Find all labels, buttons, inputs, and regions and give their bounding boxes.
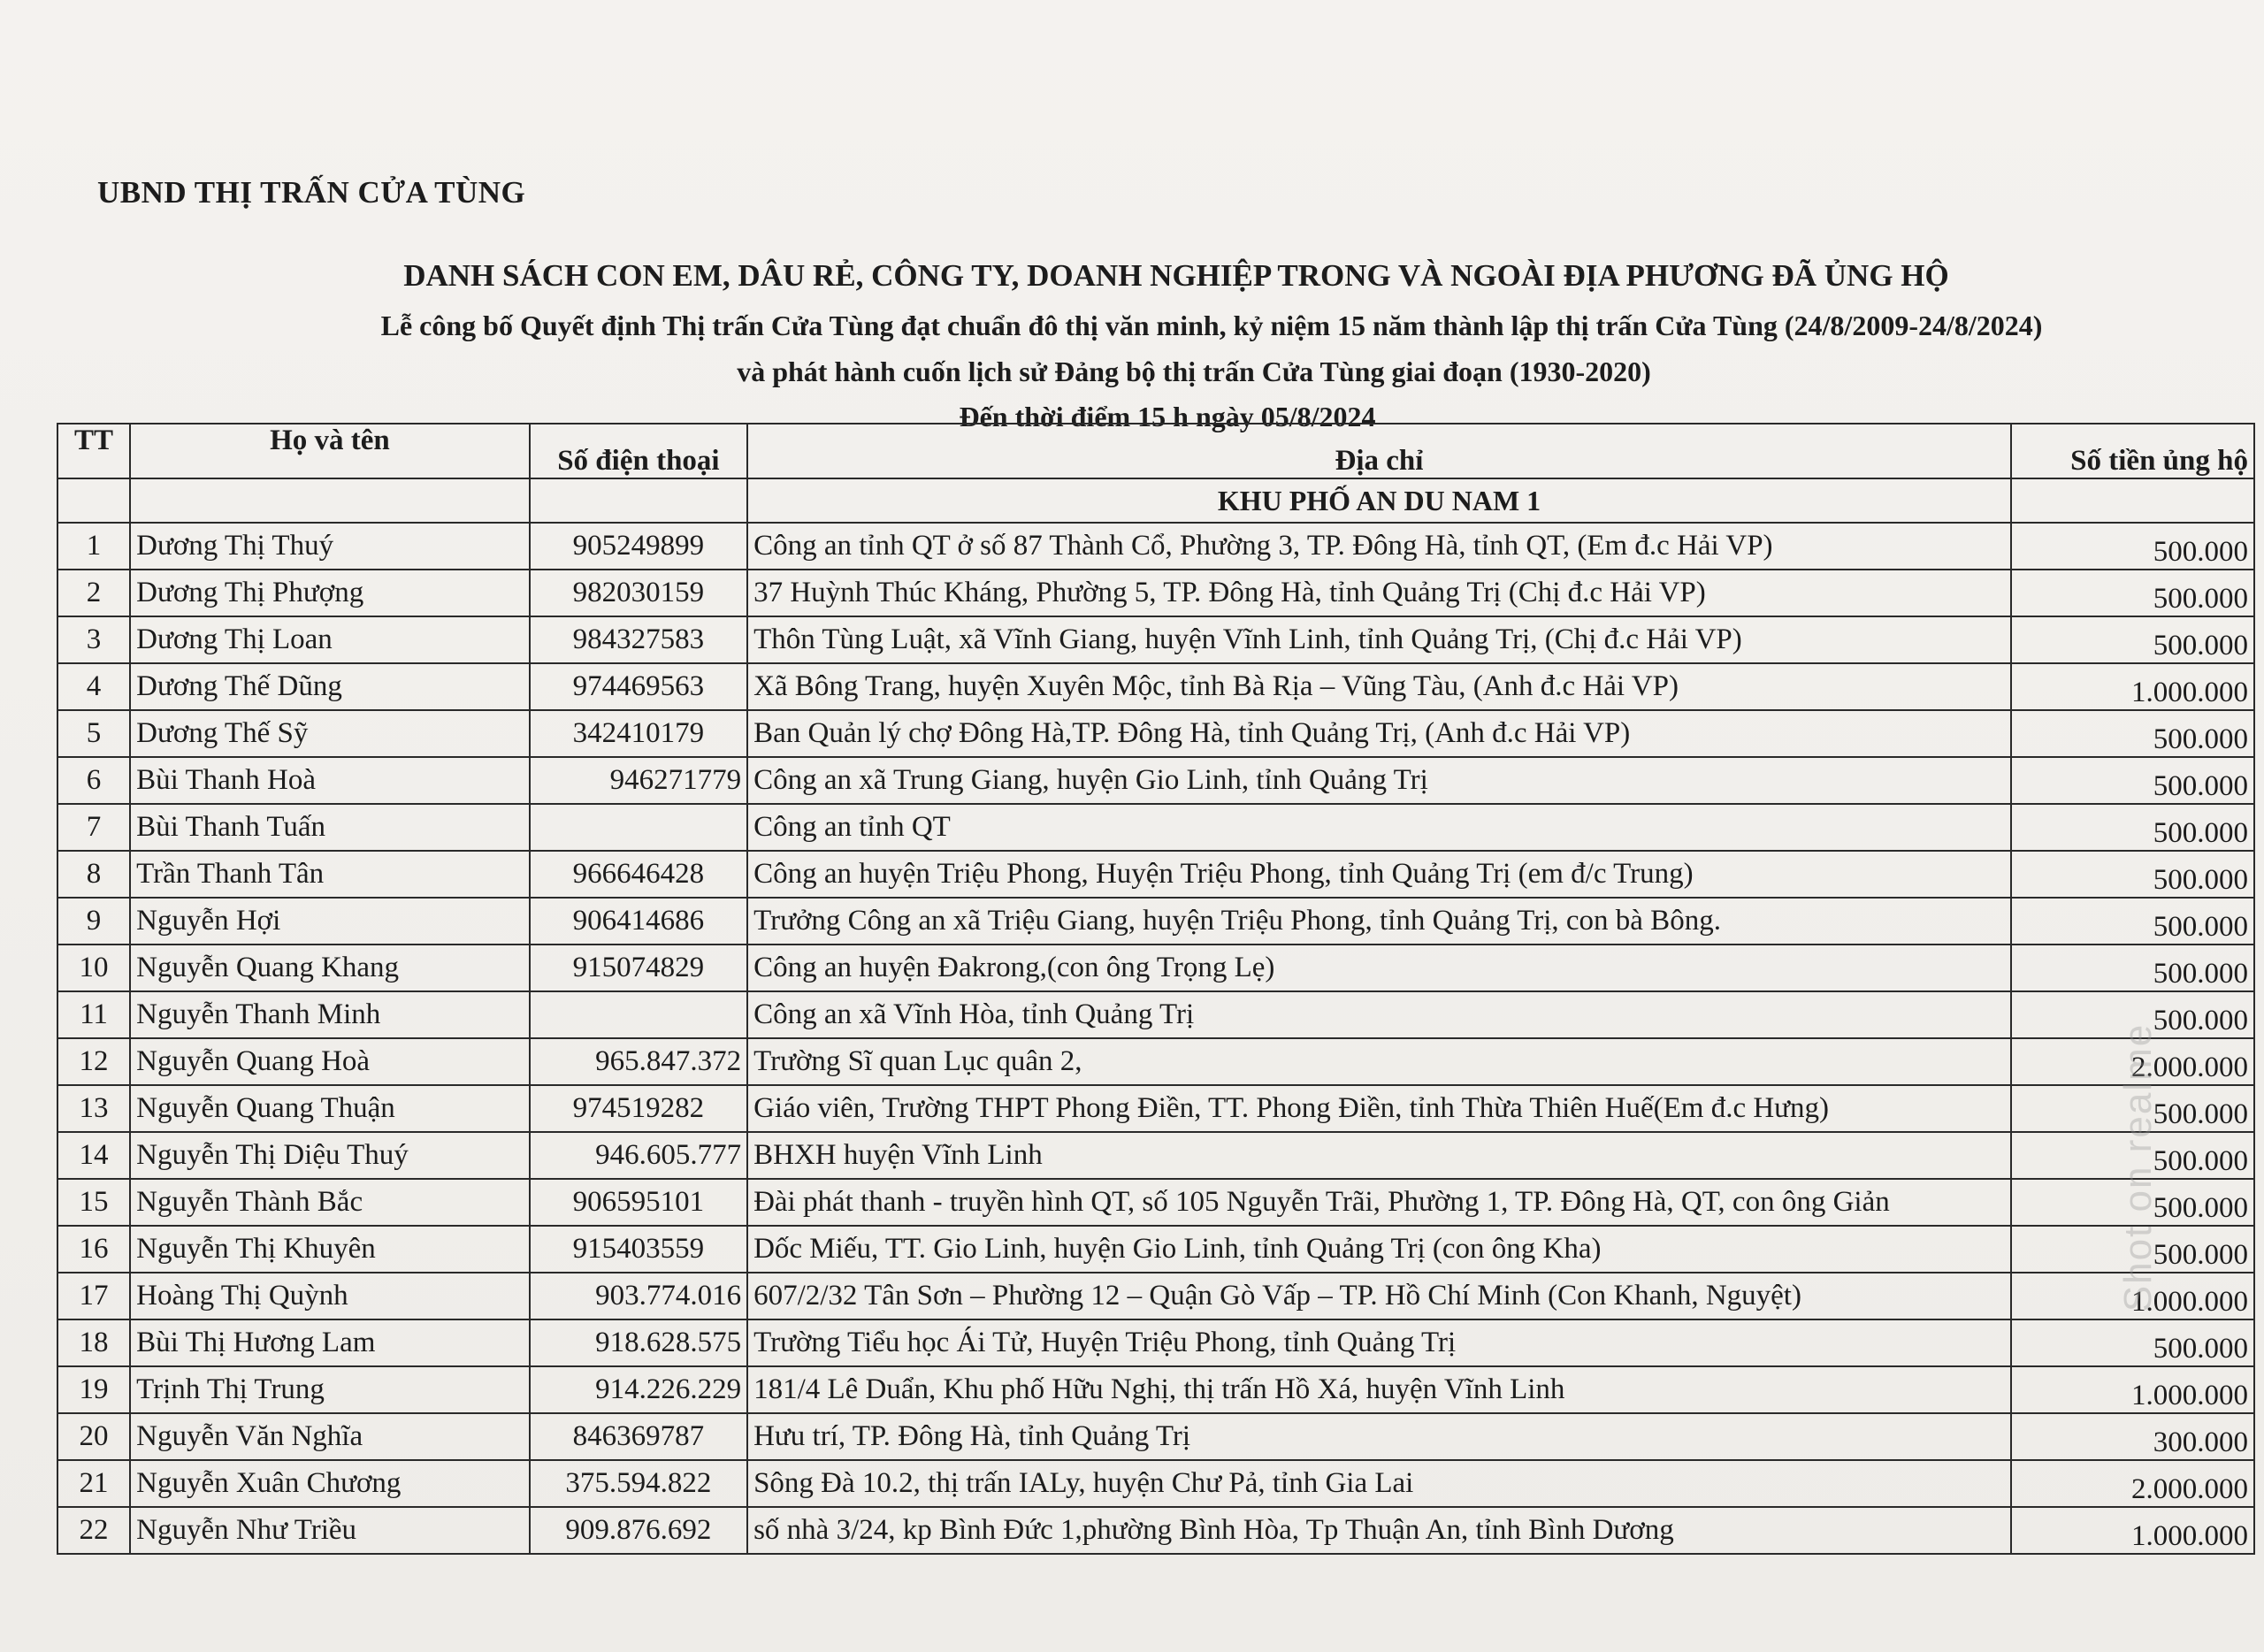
row-tt: 1	[57, 523, 130, 570]
row-tt: 21	[57, 1460, 130, 1507]
document-subtitle-1: Lễ công bố Quyết định Thị trấn Cửa Tùng đạt chuẩn đô thị văn minh, kỷ niệm 15 năm thành lập thị trấn Cửa Tùng (24/8/2009-24/8/2024)	[380, 310, 2043, 341]
row-phone: 846369787	[530, 1413, 747, 1460]
row-name: Dương Thế Dũng	[130, 663, 530, 710]
row-amount: 500.000	[2011, 570, 2254, 616]
row-tt: 20	[57, 1413, 130, 1460]
row-phone: 984327583	[530, 616, 747, 663]
row-address: số nhà 3/24, kp Bình Đức 1,phường Bình Hòa, Tp Thuận An, tỉnh Bình Dương	[747, 1507, 2011, 1554]
row-name: Dương Thị Thuý	[130, 523, 530, 570]
row-amount: 500.000	[2011, 1132, 2254, 1179]
row-tt: 15	[57, 1179, 130, 1226]
row-name: Nguyễn Văn Nghĩa	[130, 1413, 530, 1460]
watermark-text: Shot on realme	[2116, 1022, 2160, 1312]
row-amount: 500.000	[2011, 757, 2254, 804]
row-name: Bùi Thanh Hoà	[130, 757, 530, 804]
row-name: Nguyễn Như Triều	[130, 1507, 530, 1554]
row-tt: 22	[57, 1507, 130, 1554]
row-name: Hoàng Thị Quỳnh	[130, 1273, 530, 1319]
row-tt: 5	[57, 710, 130, 757]
row-address: Hưu trí, TP. Đông Hà, tỉnh Quảng Trị	[747, 1413, 2011, 1460]
row-tt: 6	[57, 757, 130, 804]
row-tt: 7	[57, 804, 130, 851]
row-phone: 905249899	[530, 523, 747, 570]
row-name: Dương Thị Loan	[130, 616, 530, 663]
row-amount: 2.000.000	[2011, 1460, 2254, 1507]
row-tt: 13	[57, 1085, 130, 1132]
row-tt: 18	[57, 1319, 130, 1366]
row-name: Dương Thị Phượng	[130, 570, 530, 616]
row-phone: 965.847.372	[530, 1038, 747, 1085]
row-amount: 500.000	[2011, 710, 2254, 757]
row-phone: 342410179	[530, 710, 747, 757]
table-row	[57, 945, 2254, 991]
table-row	[57, 570, 2254, 616]
row-tt: 11	[57, 991, 130, 1038]
row-address: Trưởng Công an xã Triệu Giang, huyện Triệu Phong, tỉnh Quảng Trị, con bà Bông.	[747, 898, 2011, 945]
section-row	[57, 478, 2254, 523]
document-subtitle-2: và phát hành cuốn lịch sử Đảng bộ thị trấn Cửa Tùng giai đoạn (1930-2020)	[737, 356, 1651, 387]
document-title: DANH SÁCH CON EM, DÂU RẺ, CÔNG TY, DOANH NGHIỆP TRONG VÀ NGOÀI ĐỊA PHƯƠNG ĐÃ ỦNG HỘ	[403, 258, 1949, 293]
row-name: Bùi Thanh Tuấn	[130, 804, 530, 851]
row-address: Công an xã Vĩnh Hòa, tỉnh Quảng Trị	[747, 991, 2011, 1038]
table-row	[57, 1366, 2254, 1413]
row-amount: 300.000	[2011, 1413, 2254, 1460]
row-tt: 14	[57, 1132, 130, 1179]
row-amount: 2.000.000	[2011, 1038, 2254, 1085]
table-row	[57, 663, 2254, 710]
row-address: BHXH huyện Vĩnh Linh	[747, 1132, 2011, 1179]
row-address: Công an tỉnh QT	[747, 804, 2011, 851]
row-address: Sông Đà 10.2, thị trấn IALy, huyện Chư Pả, tỉnh Gia Lai	[747, 1460, 2011, 1507]
row-address: Ban Quản lý chợ Đông Hà,TP. Đông Hà, tỉnh Quảng Trị, (Anh đ.c Hải VP)	[747, 710, 2011, 757]
row-address: Trường Tiểu học Ái Tử, Huyện Triệu Phong, tỉnh Quảng Trị	[747, 1319, 2011, 1366]
row-name: Trịnh Thị Trung	[130, 1366, 530, 1413]
row-amount: 500.000	[2011, 804, 2254, 851]
donor-table	[57, 423, 2255, 1555]
table-row	[57, 616, 2254, 663]
row-name: Dương Thế Sỹ	[130, 710, 530, 757]
table-row	[57, 1179, 2254, 1226]
row-phone: 906595101	[530, 1179, 747, 1226]
table-row	[57, 1460, 2254, 1507]
row-tt: 19	[57, 1366, 130, 1413]
row-address: Đài phát thanh - truyền hình QT, số 105 Nguyễn Trãi, Phường 1, TP. Đông Hà, QT, con ông Giản	[747, 1179, 2011, 1226]
camera-watermark	[2112, 743, 2165, 1592]
table-row	[57, 710, 2254, 757]
row-phone: 909.876.692	[530, 1507, 747, 1554]
header-address: Địa chỉ	[747, 424, 2011, 478]
row-name: Nguyễn Thị Diệu Thuý	[130, 1132, 530, 1179]
row-phone: 915074829	[530, 945, 747, 991]
row-tt: 2	[57, 570, 130, 616]
table-row	[57, 1132, 2254, 1179]
row-amount: 500.000	[2011, 898, 2254, 945]
header-name: Họ và tên	[130, 424, 530, 478]
row-tt: 12	[57, 1038, 130, 1085]
row-tt: 10	[57, 945, 130, 991]
row-phone: 915403559	[530, 1226, 747, 1273]
table-row	[57, 1273, 2254, 1319]
row-phone: 375.594.822	[530, 1460, 747, 1507]
row-address: 181/4 Lê Duẩn, Khu phố Hữu Nghị, thị trấn Hồ Xá, huyện Vĩnh Linh	[747, 1366, 2011, 1413]
row-phone	[530, 991, 747, 1038]
header-tt: TT	[57, 424, 130, 478]
row-tt: 17	[57, 1273, 130, 1319]
row-tt: 16	[57, 1226, 130, 1273]
table-row	[57, 851, 2254, 898]
row-tt: 3	[57, 616, 130, 663]
row-address: Công an xã Trung Giang, huyện Gio Linh, tỉnh Quảng Trị	[747, 757, 2011, 804]
row-name: Nguyễn Hợi	[130, 898, 530, 945]
table-row	[57, 757, 2254, 804]
row-amount: 1.000.000	[2011, 1507, 2254, 1554]
row-tt: 4	[57, 663, 130, 710]
row-address: Công an tỉnh QT ở số 87 Thành Cổ, Phường 3, TP. Đông Hà, tỉnh QT, (Em đ.c Hải VP)	[747, 523, 2011, 570]
row-amount: 500.000	[2011, 523, 2254, 570]
row-address: Công an huyện Triệu Phong, Huyện Triệu Phong, tỉnh Quảng Trị (em đ/c Trung)	[747, 851, 2011, 898]
table-row	[57, 1413, 2254, 1460]
table-row	[57, 898, 2254, 945]
row-address: Giáo viên, Trường THPT Phong Điền, TT. Phong Điền, tỉnh Thừa Thiên Huế(Em đ.c Hưng)	[747, 1085, 2011, 1132]
table-row	[57, 804, 2254, 851]
row-amount: 500.000	[2011, 945, 2254, 991]
table-row	[57, 1507, 2254, 1554]
row-phone: 903.774.016	[530, 1273, 747, 1319]
row-address: Thôn Tùng Luật, xã Vĩnh Giang, huyện Vĩnh Linh, tỉnh Quảng Trị, (Chị đ.c Hải VP)	[747, 616, 2011, 663]
row-amount: 1.000.000	[2011, 1273, 2254, 1319]
row-amount: 500.000	[2011, 1085, 2254, 1132]
row-address: Dốc Miếu, TT. Gio Linh, huyện Gio Linh, tỉnh Quảng Trị (con ông Kha)	[747, 1226, 2011, 1273]
row-name: Nguyễn Quang Khang	[130, 945, 530, 991]
row-name: Nguyễn Thanh Minh	[130, 991, 530, 1038]
table-header-row	[57, 424, 2254, 478]
table-row	[57, 1085, 2254, 1132]
row-amount: 500.000	[2011, 616, 2254, 663]
row-name: Nguyễn Thành Bắc	[130, 1179, 530, 1226]
row-phone: 914.226.229	[530, 1366, 747, 1413]
row-address: Công an huyện Đakrong,(con ông Trọng Lẹ)	[747, 945, 2011, 991]
organization-name: UBND THỊ TRẤN CỬA TÙNG	[97, 175, 526, 210]
row-name: Nguyễn Quang Hoà	[130, 1038, 530, 1085]
row-amount: 500.000	[2011, 991, 2254, 1038]
row-phone: 906414686	[530, 898, 747, 945]
row-address: 607/2/32 Tân Sơn – Phường 12 – Quận Gò Vấp – TP. Hồ Chí Minh (Con Khanh, Nguyệt)	[747, 1273, 2011, 1319]
row-name: Bùi Thị Hương Lam	[130, 1319, 530, 1366]
row-name: Nguyễn Xuân Chương	[130, 1460, 530, 1507]
document-date-line: Đến thời điểm 15 h ngày 05/8/2024	[959, 401, 1376, 432]
row-phone: 946271779	[530, 757, 747, 804]
row-amount: 500.000	[2011, 1226, 2254, 1273]
table-row	[57, 523, 2254, 570]
section-label: KHU PHỐ AN DU NAM 1	[747, 478, 2011, 523]
row-address: Xã Bông Trang, huyện Xuyên Mộc, tỉnh Bà Rịa – Vũng Tàu, (Anh đ.c Hải VP)	[747, 663, 2011, 710]
row-tt: 9	[57, 898, 130, 945]
row-phone: 918.628.575	[530, 1319, 747, 1366]
table-row	[57, 1038, 2254, 1085]
header-amount: Số tiền ủng hộ	[2011, 424, 2254, 478]
row-address: 37 Huỳnh Thúc Kháng, Phường 5, TP. Đông Hà, tỉnh Quảng Trị (Chị đ.c Hải VP)	[747, 570, 2011, 616]
row-amount: 1.000.000	[2011, 1366, 2254, 1413]
row-phone: 982030159	[530, 570, 747, 616]
row-phone: 966646428	[530, 851, 747, 898]
row-name: Nguyễn Quang Thuận	[130, 1085, 530, 1132]
header-phone: Số điện thoại	[530, 424, 747, 478]
row-tt: 8	[57, 851, 130, 898]
row-name: Nguyễn Thị Khuyên	[130, 1226, 530, 1273]
row-phone	[530, 804, 747, 851]
row-address: Trường Sĩ quan Lục quân 2,	[747, 1038, 2011, 1085]
row-amount: 500.000	[2011, 851, 2254, 898]
row-amount: 1.000.000	[2011, 663, 2254, 710]
row-phone: 974469563	[530, 663, 747, 710]
table-row	[57, 1319, 2254, 1366]
row-phone: 946.605.777	[530, 1132, 747, 1179]
row-amount: 500.000	[2011, 1319, 2254, 1366]
table-row	[57, 991, 2254, 1038]
row-name: Trần Thanh Tân	[130, 851, 530, 898]
row-amount: 500.000	[2011, 1179, 2254, 1226]
table-row	[57, 1226, 2254, 1273]
row-phone: 974519282	[530, 1085, 747, 1132]
